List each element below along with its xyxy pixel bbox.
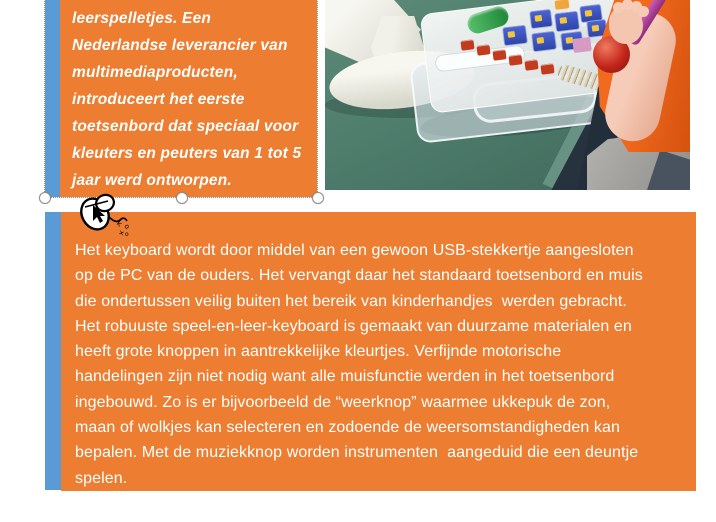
photo-child-finger (638, 6, 649, 17)
text-line: Nederlandse leverancier van (72, 37, 288, 54)
svg-text:o: o (125, 231, 129, 238)
body-text (61, 212, 696, 491)
mouse-clipart-icon (78, 192, 136, 238)
text-line: ingebouwd. Zo is er bijvoorbeeld de “weerknop” waarmee ukkepuk de zon, (75, 393, 611, 411)
keyboard-blue-button (529, 9, 553, 30)
text-line: introduceert het eerste (72, 91, 245, 108)
keyboard-red-key (540, 63, 554, 75)
text-line: op de PC van de ouders. Het vervangt daar het standaard toetsenbord en muis (75, 267, 643, 285)
svg-text:o: o (122, 222, 132, 231)
body-blue-bar (45, 212, 61, 490)
keyboard-red-key (508, 54, 522, 66)
svg-text:k: k (114, 218, 125, 229)
text-line: Het keyboard wordt door middel van een gewoon USB-stekkertje aangesloten (75, 242, 634, 259)
text-line: bepalen. Met de muziekknop worden instrumenten aangeduid die een deuntje (75, 444, 639, 462)
text-line: kleuters en peuters van 1 tot 5 (72, 145, 302, 162)
body-orange-panel (61, 212, 696, 491)
intro-textbox[interactable] (44, 0, 318, 198)
keyboard-orange-key (555, 0, 570, 10)
keyboard-blue-button (554, 11, 580, 33)
product-photo (325, 0, 690, 190)
text-line: jaar werd ontworpen. (72, 172, 232, 189)
keyboard-blue-button (502, 25, 528, 47)
text-line: leerspelletjes. Een (72, 10, 212, 27)
intro-orange-panel (60, 0, 317, 197)
selection-handle-bottom-left[interactable] (39, 192, 51, 204)
text-line: heeft grote knoppen in aantrekkelijke kleurtjes. Verfijnde motorische (75, 343, 562, 361)
text-line: maan of wolkjes kan selecteren en zodoende de weersomstandigheden kan (75, 419, 621, 437)
keyboard-red-key (476, 44, 490, 56)
selection-handle-bottom-right[interactable] (312, 192, 324, 204)
intro-blue-bar (45, 0, 60, 197)
svg-text:×: × (117, 228, 126, 238)
keyboard-blue-button (531, 31, 557, 53)
intro-text (60, 0, 317, 194)
body-textbox[interactable] (45, 212, 696, 491)
keyboard-red-key (460, 39, 474, 51)
text-line: toetsenbord dat speciaal voor (72, 118, 299, 135)
text-line: multimediaproducten, (72, 64, 238, 81)
keyboard-red-key (524, 59, 538, 71)
text-line: handelingen zijn niet nodig want alle muisfunctie werden in het toetsenbord (75, 368, 615, 386)
keyboard-red-key (492, 49, 506, 61)
text-line: spelen. (75, 469, 128, 487)
text-line: Het robuuste speel-en-leer-keyboard is gemaakt van duurzame materialen en (75, 317, 632, 335)
text-line: die ondertussen veilig buiten het bereik van kinderhandjes werden gebracht. (75, 292, 627, 310)
keyboard-pink-key (572, 37, 592, 53)
selection-handle-bottom-middle[interactable] (176, 192, 188, 204)
